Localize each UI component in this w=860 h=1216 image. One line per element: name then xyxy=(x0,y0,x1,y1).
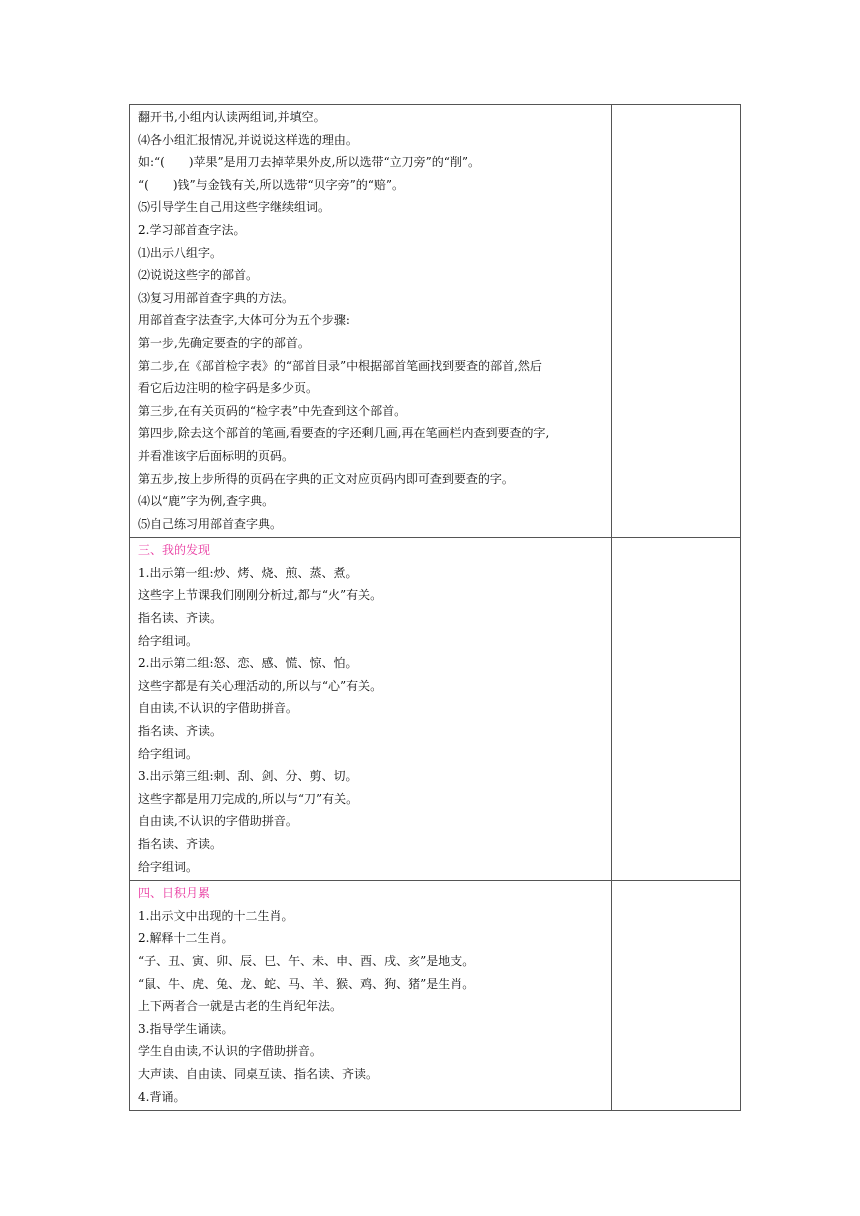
text-line: 2.学习部首查字法。 xyxy=(138,222,246,237)
text-line: 第四步,除去这个部首的笔画,看要查的字还剩几画,再在笔画栏内查到要查的字, xyxy=(138,426,550,441)
text-line: 自由读,不认识的字借助拼音。 xyxy=(138,814,298,829)
text-line: “子、丑、寅、卯、辰、巳、午、未、申、酉、戌、亥”是地支。 xyxy=(138,953,475,968)
text-line: “( )钱”与金钱有关,所以选带“贝字旁”的“赔”。 xyxy=(138,177,404,192)
text-line: 1.出示文中出现的十二生肖。 xyxy=(138,908,294,923)
text-line: 这些字上节课我们刚刚分析过,都与“火”有关。 xyxy=(138,588,383,603)
text-line: 如:“( )苹果”是用刀去掉苹果外皮,所以选带“立刀旁”的“削”。 xyxy=(138,155,481,170)
text-line: 第五步,按上步所得的页码在字典的正文对应页码内即可查到要查的字。 xyxy=(138,471,514,486)
text-line: 2.解释十二生肖。 xyxy=(138,931,234,946)
text-line: ⑷以“鹿”字为例,查字典。 xyxy=(138,494,275,509)
text-line: “鼠、牛、虎、兔、龙、蛇、马、羊、猴、鸡、狗、猪”是生肖。 xyxy=(138,976,475,991)
text-line: ⑸引导学生自己用这些字继续组词。 xyxy=(138,200,331,215)
section-content-cell xyxy=(130,881,612,1111)
text-line: 学生自由读,不认识的字借助拼音。 xyxy=(138,1044,322,1059)
text-line: 给字组词。 xyxy=(138,746,199,761)
text-line: 给字组词。 xyxy=(138,859,199,874)
text-line: 第二步,在《部首检字表》的“部首目录”中根据部首笔画找到要查的部首,然后 xyxy=(138,358,542,373)
text-line: 指名读、齐读。 xyxy=(138,611,223,626)
text-line: 第一步,先确定要查的字的部首。 xyxy=(138,335,310,350)
section-content-cell xyxy=(130,105,612,538)
section-row xyxy=(130,105,741,538)
notes-cell xyxy=(612,105,741,538)
text-line: 指名读、齐读。 xyxy=(138,837,223,851)
text-line: 并看准该字后面标明的页码。 xyxy=(138,448,295,463)
text-line: 1.出示第一组:炒、烤、烧、煎、蒸、煮。 xyxy=(138,565,358,580)
lesson-plan-table xyxy=(129,104,741,1111)
text-line: 看它后边注明的检字码是多少页。 xyxy=(138,381,319,396)
section-heading: 三、我的发现 xyxy=(138,543,211,558)
text-line: 指名读、齐读。 xyxy=(138,724,223,739)
text-line: 3.出示第三组:刺、刮、剑、分、剪、切。 xyxy=(138,769,358,784)
text-line: 大声读、自由读、同桌互读、指名读、齐读。 xyxy=(138,1066,379,1081)
text-line: 3.指导学生诵读。 xyxy=(138,1021,234,1036)
text-line: 翻开书,小组内认读两组词,并填空。 xyxy=(138,110,326,124)
text-line: 给字组词。 xyxy=(138,633,199,648)
text-line: 第三步,在有关页码的“检字表”中先查到这个部首。 xyxy=(138,403,407,418)
text-line: 自由读,不认识的字借助拼音。 xyxy=(138,701,298,716)
text-line: 这些字都是有关心理活动的,所以与“心”有关。 xyxy=(138,678,383,693)
section-row xyxy=(130,881,741,1111)
text-line: ⑸自己练习用部首查字典。 xyxy=(138,516,283,531)
text-line: 上下两者合一就是古老的生肖纪年法。 xyxy=(138,999,343,1014)
section-content-cell xyxy=(130,538,612,881)
notes-cell xyxy=(612,538,741,881)
section-heading: 四、日积月累 xyxy=(138,886,211,901)
text-line: ⑴出示八组字。 xyxy=(138,245,223,260)
text-line: 4.背诵。 xyxy=(138,1089,186,1104)
text-line: 2.出示第二组:怒、恋、感、慌、惊、怕。 xyxy=(138,656,358,671)
notes-cell xyxy=(612,881,741,1111)
section-row xyxy=(130,538,741,881)
text-line: ⑷各小组汇报情况,并说说这样选的理由。 xyxy=(138,132,358,147)
text-line: 用部首查字法查字,大体可分为五个步骤: xyxy=(138,313,350,328)
text-line: ⑶复习用部首查字典的方法。 xyxy=(138,290,295,305)
text-line: 这些字都是用刀完成的,所以与“刀”有关。 xyxy=(138,791,359,806)
lesson-plan-body xyxy=(130,105,741,1111)
text-line: ⑵说说这些字的部首。 xyxy=(138,268,259,283)
